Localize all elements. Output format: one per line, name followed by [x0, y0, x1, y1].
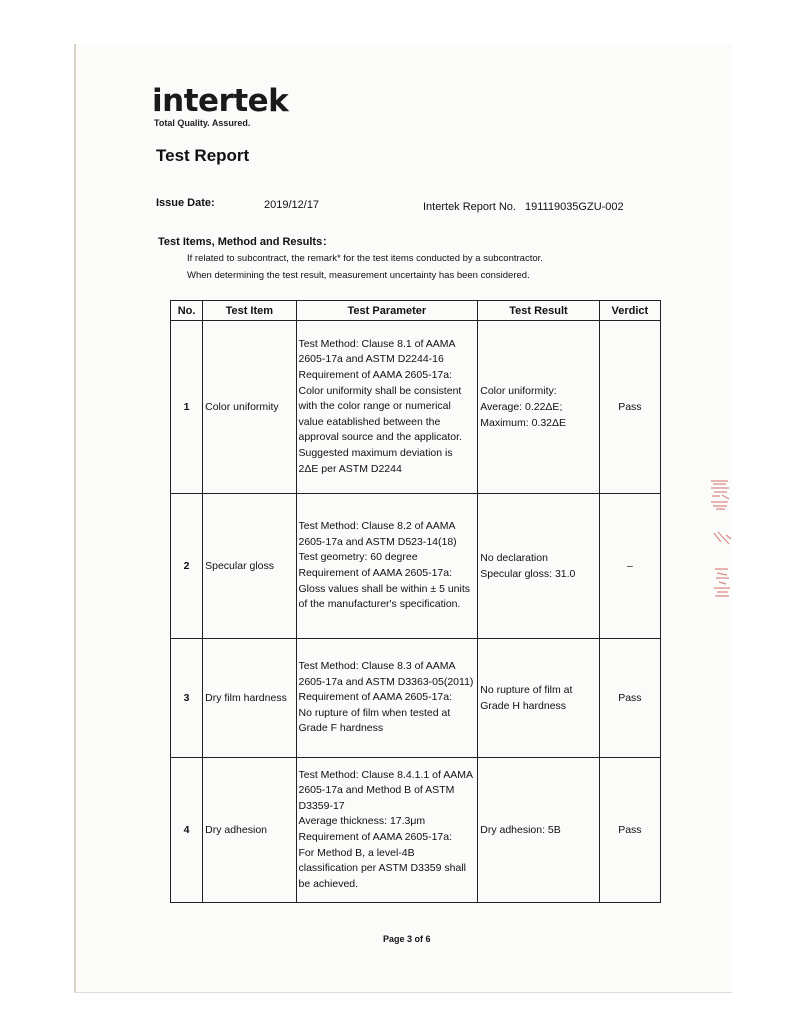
param-line: approval source and the applicator. — [298, 431, 462, 444]
test-item: Dry adhesion — [203, 758, 296, 903]
seal-mark — [708, 478, 732, 515]
test-parameter — [296, 639, 478, 758]
param-line: Average thickness: 17.3μm — [298, 815, 426, 828]
verdict: Pass — [599, 758, 660, 903]
result-line: Grade H hardness — [480, 700, 567, 712]
param-line: 2605-17a and ASTM D2244-16 — [298, 353, 444, 366]
param-line: Requirement of AAMA 2605-17a: — [298, 691, 453, 704]
logo-tagline: Total Quality. Assured. — [154, 118, 251, 128]
result-line: Average: 0.22ΔE; — [480, 401, 563, 413]
test-result — [478, 494, 599, 639]
section-heading: Test Items, Method and Results： — [158, 236, 334, 248]
test-parameter — [296, 758, 478, 903]
param-line: Color uniformity shall be consistent — [298, 384, 462, 397]
seal-mark-icon — [708, 478, 732, 512]
table-row — [171, 321, 661, 494]
test-item: Specular gloss — [203, 494, 296, 639]
param-line: classification per ASTM D3359 shall — [298, 862, 466, 875]
result-line: Maximum: 0.32ΔE — [480, 417, 567, 429]
param-line: No rupture of film when tested at — [298, 706, 451, 719]
param-line: Grade F hardness — [298, 722, 384, 735]
header-verdict: Verdict — [599, 301, 660, 321]
report-number-value: 191119035GZU-002 — [525, 201, 624, 213]
result-line: Color uniformity: — [480, 385, 557, 397]
results-table — [170, 300, 661, 903]
param-line: Test Method: Clause 8.4.1.1 of AAMA — [298, 768, 474, 781]
param-line: Requirement of AAMA 2605-17a: — [298, 831, 453, 843]
header-test-item: Test Item — [203, 301, 296, 321]
param-line: of the manufacturer's specification. — [298, 598, 461, 611]
param-line: Test Method: Clause 8.2 of AAMA — [298, 520, 456, 533]
header-test-parameter: Test Parameter — [296, 301, 478, 321]
table-row — [171, 758, 661, 903]
table-row — [171, 494, 661, 639]
header-no: No. — [171, 301, 203, 321]
table-row — [171, 639, 661, 758]
param-line: with the color range or numerical — [298, 400, 451, 413]
param-line: Test geometry: 60 degree — [298, 551, 418, 564]
seal-mark — [712, 530, 732, 549]
test-parameter — [296, 494, 478, 639]
issue-date-label: Issue Date: — [156, 197, 215, 209]
table-header-row — [171, 301, 661, 321]
param-line: Test Method: Clause 8.3 of AAMA — [298, 660, 456, 673]
param-line: Gloss values shall be within ± 5 units — [298, 582, 471, 595]
seal-mark — [712, 566, 732, 601]
report-number-label: Intertek Report No. — [423, 201, 516, 213]
param-line: Suggested maximum deviation is — [298, 446, 453, 459]
param-line: 2605-17a and Method B of ASTM — [298, 784, 455, 797]
result-line: No rupture of film at — [480, 684, 573, 696]
seal-mark-icon — [712, 566, 732, 598]
header-test-result: Test Result — [478, 301, 599, 321]
page-title: Test Report — [156, 146, 250, 165]
result-line: No declaration — [480, 552, 548, 564]
test-result — [478, 758, 599, 903]
row-number: 3 — [171, 639, 203, 758]
param-line: 2605-17a and ASTM D3363-05(2011) — [298, 675, 474, 688]
seal-mark-icon — [712, 530, 732, 546]
intertek-logo — [152, 84, 288, 128]
page-number: Page 3 of 6 — [383, 934, 431, 944]
subcontract-note: If related to subcontract, the remark* for the test items conducted by a subcontractor. — [187, 253, 543, 264]
result-line: Specular gloss: 31.0 — [480, 568, 576, 580]
test-result — [478, 321, 599, 494]
param-line: Requirement of AAMA 2605-17a: — [298, 567, 453, 579]
test-item: Dry film hardness — [203, 639, 296, 758]
param-line: be achieved. — [298, 877, 359, 890]
issue-date-value: 2019/12/17 — [264, 199, 320, 211]
param-line: value eatablished between the — [298, 415, 441, 428]
row-number: 4 — [171, 758, 203, 903]
test-parameter — [296, 321, 478, 494]
test-result — [478, 639, 599, 758]
param-line: 2605-17a and ASTM D523-14(18) — [298, 535, 457, 548]
test-item: Color uniformity — [203, 321, 296, 494]
result-line: Dry adhesion: 5B — [480, 824, 561, 836]
row-number: 2 — [171, 494, 203, 639]
verdict: Pass — [599, 639, 660, 758]
param-line: 2ΔE per ASTM D2244 — [298, 462, 402, 475]
param-line: D3359-17 — [298, 799, 345, 812]
verdict: – — [599, 494, 660, 639]
logo-wordmark: intertek — [152, 83, 289, 119]
param-line: For Method B, a level-4B — [298, 846, 415, 859]
param-line: Test Method: Clause 8.1 of AAMA — [298, 337, 456, 350]
uncertainty-note: When determining the test result, measurement uncertainty has been considered. — [187, 270, 530, 281]
param-line: Requirement of AAMA 2605-17a: — [298, 369, 453, 382]
verdict: Pass — [599, 321, 660, 494]
row-number: 1 — [171, 321, 203, 494]
